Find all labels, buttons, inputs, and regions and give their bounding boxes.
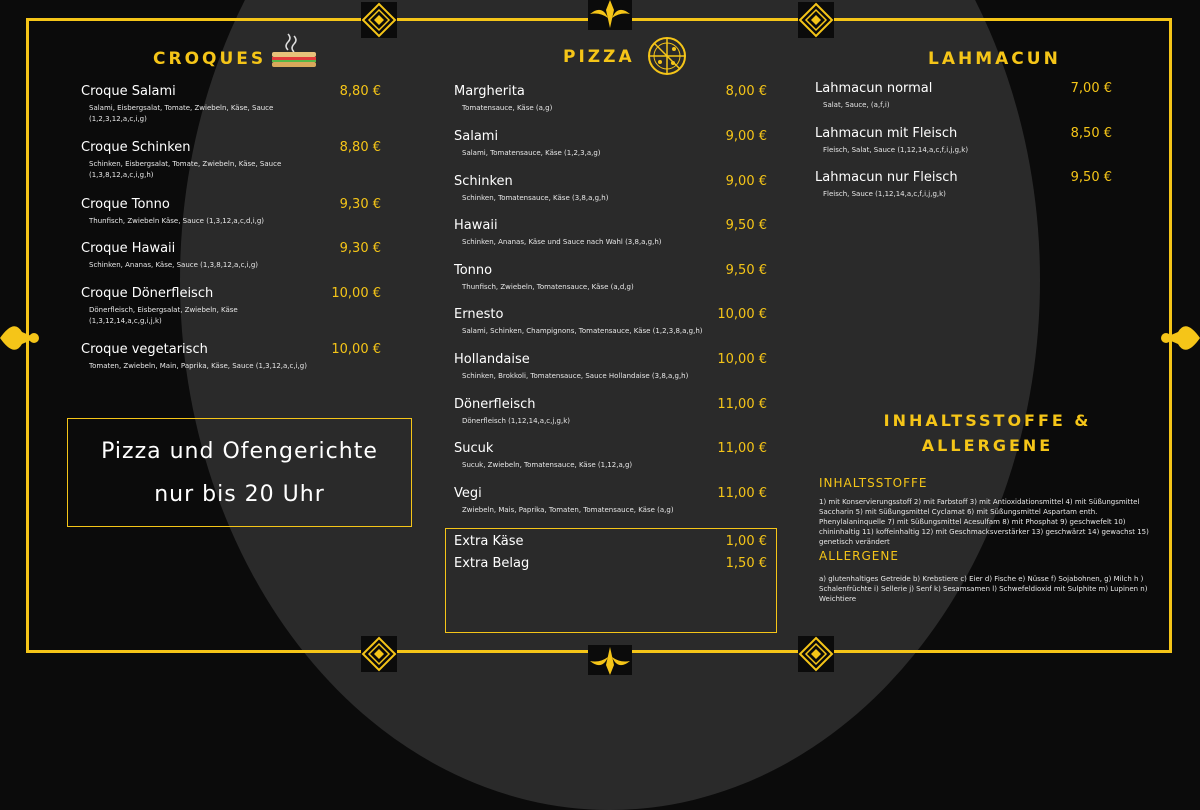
lahmacun-heading: LAHMACUN — [928, 49, 1061, 69]
fleur-ornament-icon — [588, 0, 632, 30]
item-price: 8,50 € — [1070, 126, 1112, 141]
item-description: Salami, Eisbergsalat, Tomate, Zwiebeln, Käse, Sauce (1,2,3,12,a,c,i,g) — [89, 104, 274, 123]
item-name: Croque vegetarisch — [81, 342, 208, 357]
item-name: Tonno — [454, 263, 493, 278]
item-description: Schinken, Ananas, Käse und Sauce nach Wahl (3,8,a,g,h) — [462, 238, 662, 246]
item-name: Hawaii — [454, 218, 498, 233]
item-description: Salami, Schinken, Champignons, Tomatensauce, Käse (1,2,3,8,a,g,h) — [462, 327, 703, 335]
item-price: 11,00 € — [717, 486, 767, 501]
item-description: Schinken, Ananas, Käse, Sauce (1,3,8,12,a,c,i,g) — [89, 261, 258, 269]
item-price: 9,50 € — [1070, 170, 1112, 185]
item-name: Croque Schinken — [81, 140, 191, 155]
pizza-heading: PIZZA — [563, 47, 635, 67]
item-price: 9,00 € — [725, 174, 767, 189]
item-description: Dönerfleisch, Eisbergsalat, Zwiebeln, Käse (1,3,12,14,a,c,g,i,j,k) — [89, 306, 238, 325]
notice-line: Pizza und Ofengerichte — [101, 439, 378, 464]
notice-line: nur bis 20 Uhr — [154, 482, 325, 507]
item-description: Fleisch, Sauce (1,12,14,a,c,f,i,j,g,k) — [823, 190, 946, 198]
item-price: 8,00 € — [725, 84, 767, 99]
item-price: 11,00 € — [717, 397, 767, 412]
item-name: Hollandaise — [454, 352, 530, 367]
item-price: 11,00 € — [717, 441, 767, 456]
item-name: Sucuk — [454, 441, 494, 456]
croques-heading: CROQUES — [153, 49, 267, 69]
ingredients-text: 1) mit Konservierungsstoff 2) mit Farbstoff 3) mit Antioxidationsmittel 4) mit Süßungsmittel Saccharin 5) mit Süßungsmittel Cyclamat 6) mit Süßungsmittel Aspartam enth. Phenylalaninquelle 7) mit Süßungsmittel Acesulfam 8) mit Phosphat 9) geschwefelt 10) chininhaltig 11) koffeinhaltig 12) mit Geschmacksverstärker 13) geschwärzt 14) gewachst 15) genetisch verändert — [819, 498, 1149, 546]
item-description: Dönerfleisch (1,12,14,a,c,j,g,k) — [462, 417, 570, 425]
diamond-ornament-icon — [798, 2, 834, 38]
item-description: Sucuk, Zwiebeln, Tomatensauce, Käse (1,12,a,g) — [462, 461, 633, 469]
diamond-ornament-icon — [361, 636, 397, 672]
item-name: Ernesto — [454, 307, 504, 322]
allergens-subheading: ALLERGENE — [819, 549, 899, 563]
item-name: Croque Dönerfleisch — [81, 286, 214, 301]
item-price: 9,30 € — [339, 197, 381, 212]
extra-price: 1,00 € — [725, 534, 767, 549]
item-price: 9,00 € — [725, 129, 767, 144]
sandwich-icon — [268, 32, 320, 68]
item-description: Salami, Tomatensauce, Käse (1,2,3,a,g) — [462, 149, 601, 157]
item-price: 8,80 € — [339, 84, 381, 99]
item-description: Salat, Sauce, (a,f,i) — [823, 101, 890, 109]
item-name: Vegi — [454, 486, 482, 501]
item-price: 10,00 € — [717, 307, 767, 322]
item-price: 10,00 € — [331, 342, 381, 357]
diamond-ornament-icon — [361, 2, 397, 38]
item-name: Lahmacun nur Fleisch — [815, 170, 958, 185]
allergens-heading-line: INHALTSSTOFFE & — [883, 411, 1092, 430]
item-price: 9,50 € — [725, 263, 767, 278]
item-description: Thunfisch, Zwiebeln, Tomatensauce, Käse (a,d,g) — [462, 283, 634, 291]
item-price: 9,50 € — [725, 218, 767, 233]
item-name: Margherita — [454, 84, 525, 99]
item-description: Fleisch, Salat, Sauce (1,12,14,a,c,f,i,j,g,k) — [823, 146, 969, 154]
item-price: 8,80 € — [339, 140, 381, 155]
item-description: Tomaten, Zwiebeln, Main, Paprika, Käse, Sauce (1,3,12,a,c,i,g) — [89, 362, 307, 370]
item-name: Croque Tonno — [81, 197, 170, 212]
side-ornament-icon — [1160, 308, 1200, 368]
item-description: Thunfisch, Zwiebeln Käse, Sauce (1,3,12,a,c,d,i,g) — [89, 217, 265, 225]
item-name: Croque Salami — [81, 84, 176, 99]
item-price: 10,00 € — [717, 352, 767, 367]
extra-name: Extra Käse — [454, 534, 524, 549]
item-name: Lahmacun normal — [815, 81, 933, 96]
item-description: Schinken, Tomatensauce, Käse (3,8,a,g,h) — [462, 194, 609, 202]
item-name: Salami — [454, 129, 499, 144]
item-description: Tomatensauce, Käse (a,g) — [462, 104, 553, 112]
item-description: Schinken, Eisbergsalat, Tomate, Zwiebeln, Käse, Sauce (1,3,8,12,a,c,i,g,h) — [89, 160, 282, 179]
item-price: 10,00 € — [331, 286, 381, 301]
fleur-ornament-icon — [588, 645, 632, 675]
item-name: Croque Hawaii — [81, 241, 176, 256]
extra-price: 1,50 € — [725, 556, 767, 571]
allergens-heading — [880, 408, 1095, 458]
pizza-icon — [646, 35, 688, 77]
item-price: 7,00 € — [1070, 81, 1112, 96]
item-description: Zwiebeln, Mais, Paprika, Tomaten, Tomatensauce, Käse (a,g) — [462, 506, 674, 514]
allergens-heading-line: ALLERGENE — [921, 436, 1054, 455]
opening-notice — [67, 418, 412, 527]
diamond-ornament-icon — [798, 636, 834, 672]
extra-name: Extra Belag — [454, 556, 530, 571]
item-name: Schinken — [454, 174, 513, 189]
ingredients-subheading: INHALTSSTOFFE — [819, 476, 928, 490]
item-description: Schinken, Brokkoli, Tomatensauce, Sauce Hollandaise (3,8,a,g,h) — [462, 372, 689, 380]
side-ornament-icon — [0, 308, 40, 368]
item-name: Dönerfleisch — [454, 397, 536, 412]
item-name: Lahmacun mit Fleisch — [815, 126, 958, 141]
allergens-text: a) glutenhaltiges Getreide b) Krebstiere c) Eier d) Fische e) Nüsse f) Sojabohnen, g) Milch h ) Schalenfrüchte i) Sellerie j) Senf k) Sesamsamen l) Schwefeldioxid mit Sulphite m) Lupinen n) Weichtiere — [819, 575, 1148, 603]
item-price: 9,30 € — [339, 241, 381, 256]
